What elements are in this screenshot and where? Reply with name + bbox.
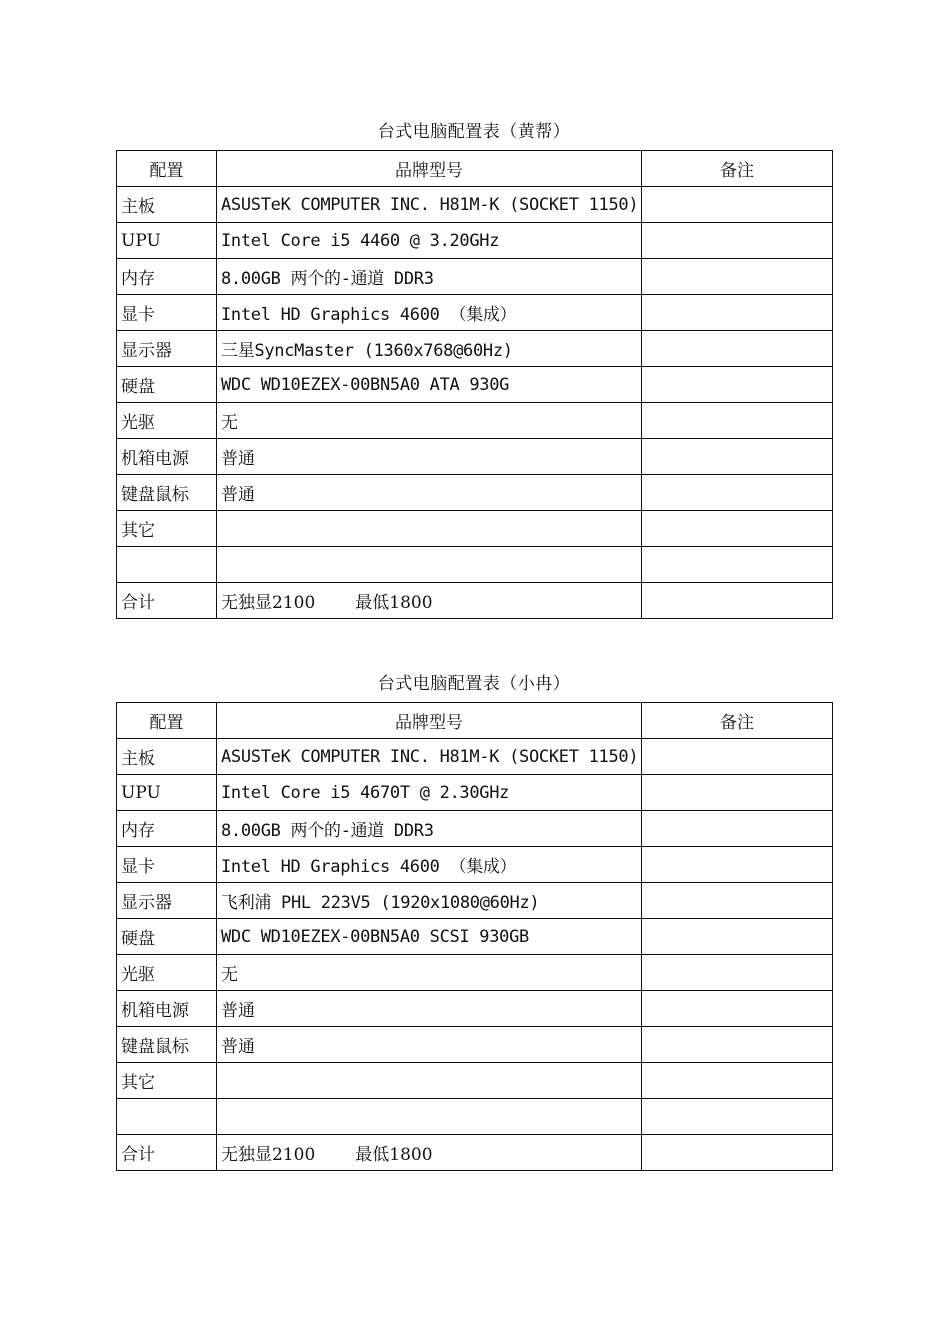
- row-item: 显示器: [117, 331, 217, 367]
- table-row: [117, 475, 833, 511]
- header-item: 配置: [117, 151, 217, 187]
- row-model: [217, 1099, 642, 1135]
- table-row: [117, 439, 833, 475]
- total-price-no-gpu: 无独显2100: [221, 1145, 316, 1165]
- header-row: [117, 151, 833, 187]
- config-table: [116, 702, 833, 1171]
- table-row: [117, 187, 833, 223]
- row-item: 内存: [117, 259, 217, 295]
- row-item: 显示器: [117, 883, 217, 919]
- row-item: 键盘鼠标: [117, 1027, 217, 1063]
- table-row: [117, 367, 833, 403]
- row-note: [642, 883, 833, 919]
- row-item: 主板: [117, 187, 217, 223]
- table-row: [117, 847, 833, 883]
- row-note: [642, 511, 833, 547]
- total-label: 合计: [117, 1135, 217, 1171]
- row-note: [642, 367, 833, 403]
- row-item: 光驱: [117, 403, 217, 439]
- row-model: 三星SyncMaster (1360x768@60Hz): [217, 331, 642, 367]
- table-row: [117, 811, 833, 847]
- row-note: [642, 955, 833, 991]
- row-item: UPU: [117, 775, 217, 811]
- row-item: 主板: [117, 739, 217, 775]
- row-note: [642, 1063, 833, 1099]
- table-row: [117, 259, 833, 295]
- table-row: [117, 991, 833, 1027]
- row-item: 显卡: [117, 847, 217, 883]
- row-model: Intel HD Graphics 4600 （集成）: [217, 295, 642, 331]
- row-item: 机箱电源: [117, 991, 217, 1027]
- total-row: [117, 583, 833, 619]
- row-note: [642, 259, 833, 295]
- header-item: 配置: [117, 703, 217, 739]
- header-row: [117, 703, 833, 739]
- row-model: 普通: [217, 439, 642, 475]
- total-label: 合计: [117, 583, 217, 619]
- header-note: 备注: [642, 151, 833, 187]
- total-price-minimum: 最低1800: [355, 593, 433, 613]
- row-model: 普通: [217, 991, 642, 1027]
- row-note: [642, 739, 833, 775]
- row-note: [642, 439, 833, 475]
- row-item: 光驱: [117, 955, 217, 991]
- row-note: [642, 403, 833, 439]
- row-item: [117, 547, 217, 583]
- row-model: Intel HD Graphics 4600 （集成）: [217, 847, 642, 883]
- row-model: [217, 511, 642, 547]
- row-model: [217, 1063, 642, 1099]
- config-table-block-1: [116, 118, 832, 619]
- row-note: [642, 223, 833, 259]
- table-row: [117, 1063, 833, 1099]
- config-table-block-2: [116, 670, 832, 1171]
- row-item: [117, 1099, 217, 1135]
- row-note: [642, 847, 833, 883]
- table-row: [117, 511, 833, 547]
- row-note: [642, 547, 833, 583]
- row-item: 硬盘: [117, 367, 217, 403]
- row-note: [642, 919, 833, 955]
- row-model: ASUSTeK COMPUTER INC. H81M-K (SOCKET 1150): [217, 187, 642, 223]
- total-price-no-gpu: 无独显2100: [221, 593, 316, 613]
- row-model: [217, 547, 642, 583]
- total-row: [117, 1135, 833, 1171]
- row-note: [642, 295, 833, 331]
- row-item: 显卡: [117, 295, 217, 331]
- table-row: [117, 331, 833, 367]
- row-item: 其它: [117, 511, 217, 547]
- table-title: 台式电脑配置表（小冉）: [377, 674, 571, 694]
- row-note: [642, 991, 833, 1027]
- table-row: [117, 403, 833, 439]
- row-item: UPU: [117, 223, 217, 259]
- table-row: [117, 295, 833, 331]
- row-note: [642, 811, 833, 847]
- row-model: Intel Core i5 4460 @ 3.20GHz: [217, 223, 642, 259]
- table-row: [117, 775, 833, 811]
- table-title: 台式电脑配置表（黄帮）: [377, 122, 571, 142]
- config-table: [116, 150, 833, 619]
- row-note: [642, 1099, 833, 1135]
- total-value: [217, 583, 642, 619]
- total-note: [642, 1135, 833, 1171]
- row-model: WDC WD10EZEX-00BN5A0 ATA 930G: [217, 367, 642, 403]
- row-model: 8.00GB 两个的-通道 DDR3: [217, 811, 642, 847]
- row-note: [642, 475, 833, 511]
- table-row: [117, 223, 833, 259]
- table-row: [117, 739, 833, 775]
- row-item: 键盘鼠标: [117, 475, 217, 511]
- row-model: 普通: [217, 1027, 642, 1063]
- row-item: 硬盘: [117, 919, 217, 955]
- total-price-minimum: 最低1800: [355, 1145, 433, 1165]
- row-item: 其它: [117, 1063, 217, 1099]
- header-model: 品牌型号: [217, 703, 642, 739]
- row-model: 飞利浦 PHL 223V5 (1920x1080@60Hz): [217, 883, 642, 919]
- row-note: [642, 331, 833, 367]
- table-row-empty: [117, 1099, 833, 1135]
- total-value: [217, 1135, 642, 1171]
- header-model: 品牌型号: [217, 151, 642, 187]
- row-note: [642, 187, 833, 223]
- table-row: [117, 883, 833, 919]
- table-row: [117, 1027, 833, 1063]
- row-item: 内存: [117, 811, 217, 847]
- row-model: Intel Core i5 4670T @ 2.30GHz: [217, 775, 642, 811]
- row-note: [642, 775, 833, 811]
- table-row: [117, 919, 833, 955]
- row-model: WDC WD10EZEX-00BN5A0 SCSI 930GB: [217, 919, 642, 955]
- table-row: [117, 955, 833, 991]
- row-model: 无: [217, 403, 642, 439]
- row-item: 机箱电源: [117, 439, 217, 475]
- row-model: 普通: [217, 475, 642, 511]
- row-model: ASUSTeK COMPUTER INC. H81M-K (SOCKET 1150): [217, 739, 642, 775]
- row-note: [642, 1027, 833, 1063]
- table-row-empty: [117, 547, 833, 583]
- row-model: 无: [217, 955, 642, 991]
- header-note: 备注: [642, 703, 833, 739]
- total-note: [642, 583, 833, 619]
- row-model: 8.00GB 两个的-通道 DDR3: [217, 259, 642, 295]
